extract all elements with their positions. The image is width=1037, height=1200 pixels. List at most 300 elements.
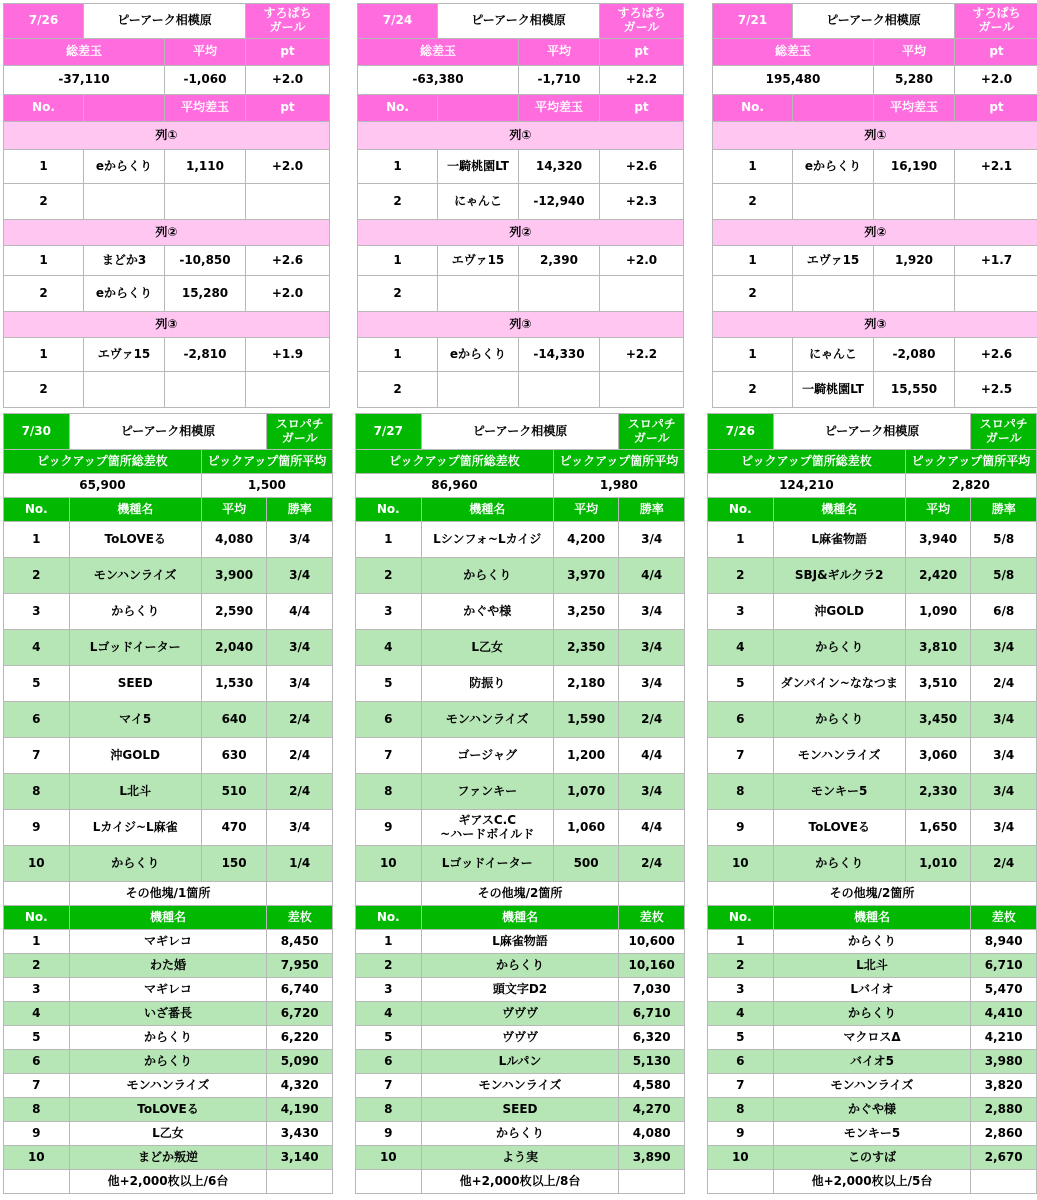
win-rate-value: 3/4 — [971, 810, 1037, 846]
pickup-total-header: ピックアップ箇所総差枚 — [4, 450, 202, 474]
row-no: 2 — [358, 276, 438, 312]
diff-value: 8,450 — [267, 930, 333, 954]
machine-name: モンハンライズ — [69, 558, 201, 594]
machine-name: Lゴッドイーター — [421, 846, 553, 882]
section-label: 列③ — [4, 312, 330, 338]
machine-name: マギレコ — [69, 978, 267, 1002]
table-row — [4, 184, 330, 220]
avg-diff-value: -2,810 — [165, 338, 246, 372]
win-rate-value: 4/4 — [619, 738, 685, 774]
store-name: ピーアーク相模原 — [438, 4, 600, 39]
pt-value: +2.0 — [955, 66, 1037, 95]
rank-no: 6 — [356, 702, 422, 738]
pt-value — [246, 184, 330, 220]
row-no: 1 — [713, 150, 793, 184]
avg-diff-value: -12,940 — [519, 184, 600, 220]
average-value: 3,250 — [553, 594, 619, 630]
table-row — [356, 1050, 685, 1074]
table-row — [713, 66, 1037, 95]
table-row — [356, 930, 685, 954]
pickup-average-value: 2,820 — [905, 474, 1036, 498]
average-value: 1,590 — [553, 702, 619, 738]
machine-name: からくり — [421, 558, 553, 594]
rank-no: 4 — [356, 1002, 422, 1026]
machine-name: まどか叛逆 — [69, 1146, 267, 1170]
diff-value: 6,320 — [619, 1026, 685, 1050]
machine-name: にゃんこ — [438, 184, 519, 220]
pt-value: +2.0 — [246, 150, 330, 184]
table-row — [713, 246, 1037, 276]
machine-name: 沖GOLD — [69, 738, 201, 774]
table-row — [356, 558, 685, 594]
rank-no: 7 — [4, 738, 70, 774]
pt-value: +2.2 — [600, 66, 684, 95]
average-header: 平均 — [201, 498, 267, 522]
machine-name: からくり — [421, 1122, 619, 1146]
section-label: 列① — [358, 122, 684, 150]
average-value: 3,900 — [201, 558, 267, 594]
machine-name: かぐや様 — [421, 594, 553, 630]
table-row — [358, 4, 684, 39]
win-rate-value: 2/4 — [619, 846, 685, 882]
pt-value: +2.3 — [600, 184, 684, 220]
machine-name: エヴァ15 — [438, 246, 519, 276]
no-header: No. — [356, 498, 422, 522]
pt-header: pt — [246, 39, 330, 66]
total-value: -63,380 — [358, 66, 519, 95]
win-rate-value: 3/4 — [971, 630, 1037, 666]
table-row — [4, 338, 330, 372]
table-row — [356, 738, 685, 774]
win-rate-value: 4/4 — [619, 810, 685, 846]
table-row — [356, 1074, 685, 1098]
machine-label-line: スロパチ — [979, 416, 1028, 431]
rank-no: 10 — [4, 846, 70, 882]
win-rate-value: 3/4 — [971, 738, 1037, 774]
average-value: 640 — [201, 702, 267, 738]
name-header: 機種名 — [69, 906, 267, 930]
average-value: 3,060 — [905, 738, 971, 774]
pt-value: +2.0 — [246, 66, 330, 95]
average-value: 1,090 — [905, 594, 971, 630]
machine-name: からくり — [69, 594, 201, 630]
pickup-total-value: 124,210 — [708, 474, 906, 498]
blank-cell — [267, 1170, 333, 1194]
machine-name: ギアスC.C ~ハードボイルド — [421, 810, 553, 846]
average-value: 3,450 — [905, 702, 971, 738]
rank-no: 8 — [4, 774, 70, 810]
rank-no: 7 — [708, 1074, 774, 1098]
other-cluster-label: その他塊/1箇所 — [69, 882, 267, 906]
table-row — [708, 474, 1037, 498]
row-no: 2 — [4, 276, 84, 312]
average-header: 平均 — [519, 39, 600, 66]
rank-no: 3 — [708, 594, 774, 630]
diff-value: 4,410 — [971, 1002, 1037, 1026]
machine-name: このすば — [773, 1146, 971, 1170]
machine-name: いざ番長 — [69, 1002, 267, 1026]
machine-label — [619, 414, 685, 450]
win-rate-value: 3/4 — [619, 666, 685, 702]
table-row — [708, 930, 1037, 954]
average-value: 1,060 — [553, 810, 619, 846]
table-row — [708, 774, 1037, 810]
row-no: 1 — [4, 338, 84, 372]
machine-name: よう実 — [421, 1146, 619, 1170]
rank-no: 10 — [356, 846, 422, 882]
table-row — [356, 498, 685, 522]
table-row — [4, 846, 333, 882]
machine-name: わた婚 — [69, 954, 267, 978]
pt-value: +1.9 — [246, 338, 330, 372]
avg-diff-value: 1,110 — [165, 150, 246, 184]
diff-value: 2,880 — [971, 1098, 1037, 1122]
win-rate-value: 4/4 — [267, 594, 333, 630]
pt-value: +2.2 — [600, 338, 684, 372]
avg-diff-value — [874, 276, 955, 312]
machine-label-line: すろぱち — [263, 6, 312, 21]
machine-label-line: スロパチ — [627, 416, 676, 431]
machine-name: eからくり — [84, 276, 165, 312]
average-value: 150 — [201, 846, 267, 882]
pickup-total-value: 65,900 — [4, 474, 202, 498]
avg-diff-value: -2,080 — [874, 338, 955, 372]
section-label: 列② — [358, 220, 684, 246]
no-header: No. — [4, 906, 70, 930]
table-row — [358, 338, 684, 372]
machine-name: モンキー5 — [773, 774, 905, 810]
diff-value: 8,940 — [971, 930, 1037, 954]
rank-no: 10 — [4, 1146, 70, 1170]
machine-label — [955, 4, 1037, 39]
machine-name: からくり — [69, 1050, 267, 1074]
machine-name: バイオ5 — [773, 1050, 971, 1074]
rank-no: 9 — [4, 810, 70, 846]
table-row — [358, 372, 684, 408]
avg-diff-value: 16,190 — [874, 150, 955, 184]
table-row — [4, 372, 330, 408]
table-row — [358, 39, 684, 66]
table-row — [708, 1026, 1037, 1050]
table-row — [356, 1170, 685, 1194]
no-header: No. — [708, 498, 774, 522]
table-row — [356, 810, 685, 846]
machine-label-line: ガール — [985, 430, 1022, 445]
diff-value: 6,710 — [971, 954, 1037, 978]
row-no: 2 — [358, 184, 438, 220]
rank-no: 7 — [356, 738, 422, 774]
table-row — [708, 1098, 1037, 1122]
machine-name: eからくり — [793, 150, 874, 184]
machine-name: からくり — [69, 846, 201, 882]
table-row — [4, 414, 333, 450]
machine-name: L乙女 — [421, 630, 553, 666]
average-value: 1,650 — [905, 810, 971, 846]
table-row — [713, 312, 1037, 338]
avg-diff-header: 平均差玉 — [519, 95, 600, 122]
blank-cell — [356, 1170, 422, 1194]
table-row — [708, 630, 1037, 666]
table-row — [358, 184, 684, 220]
avg-diff-value — [165, 372, 246, 408]
rank-no: 4 — [4, 630, 70, 666]
machine-name: からくり — [773, 846, 905, 882]
machine-name: Lシンフォ~Lカイジ — [421, 522, 553, 558]
total-header: 総差玉 — [713, 39, 874, 66]
row-no: 2 — [713, 372, 793, 408]
win-rate-value: 3/4 — [619, 630, 685, 666]
store-name: ピーアーク相模原 — [793, 4, 955, 39]
rank-no: 5 — [4, 666, 70, 702]
rank-no: 1 — [356, 930, 422, 954]
rank-no: 1 — [708, 930, 774, 954]
machine-name: ToLOVEる — [69, 1098, 267, 1122]
table-row — [4, 810, 333, 846]
rank-no: 6 — [708, 702, 774, 738]
rank-no: 1 — [356, 522, 422, 558]
rank-no: 5 — [708, 666, 774, 702]
name-header: 機種名 — [773, 906, 971, 930]
machine-name: L麻雀物語 — [421, 930, 619, 954]
section-label: 列② — [4, 220, 330, 246]
no-header: No. — [358, 95, 438, 122]
table-row — [356, 954, 685, 978]
machine-name: にゃんこ — [793, 338, 874, 372]
table-row — [713, 4, 1037, 39]
table-row — [4, 39, 330, 66]
table-row — [708, 846, 1037, 882]
rank-no: 10 — [356, 1146, 422, 1170]
table-row — [708, 738, 1037, 774]
rank-no: 8 — [356, 1098, 422, 1122]
machine-name: モンハンライズ — [773, 1074, 971, 1098]
table-row — [4, 558, 333, 594]
column-report-table — [357, 3, 684, 408]
machine-name: からくり — [773, 702, 905, 738]
average-value: 2,040 — [201, 630, 267, 666]
machine-name: 防振り — [421, 666, 553, 702]
machine-name: ゴージャグ — [421, 738, 553, 774]
average-value: 2,180 — [553, 666, 619, 702]
average-header: 平均 — [905, 498, 971, 522]
machine-label-line: ガール — [269, 20, 306, 34]
machine-label-line: ガール — [623, 20, 660, 34]
win-rate-header: 勝率 — [971, 498, 1037, 522]
table-row — [708, 414, 1037, 450]
blank-cell — [971, 1170, 1037, 1194]
table-row — [713, 276, 1037, 312]
win-rate-value: 2/4 — [971, 846, 1037, 882]
machine-label — [267, 414, 333, 450]
table-row — [708, 1074, 1037, 1098]
total-header: 総差玉 — [4, 39, 165, 66]
table-row — [4, 1002, 333, 1026]
store-name: ピーアーク相模原 — [773, 414, 971, 450]
diff-value: 5,470 — [971, 978, 1037, 1002]
diff-value: 3,980 — [971, 1050, 1037, 1074]
machine-name: からくり — [773, 630, 905, 666]
pt-value: +2.6 — [600, 150, 684, 184]
average-value: 630 — [201, 738, 267, 774]
pt-value: +2.0 — [600, 246, 684, 276]
diff-value: 3,890 — [619, 1146, 685, 1170]
other-cluster-label: その他塊/2箇所 — [773, 882, 971, 906]
win-rate-header: 勝率 — [619, 498, 685, 522]
name-header — [793, 95, 874, 122]
row-no: 1 — [4, 246, 84, 276]
machine-name: マギレコ — [69, 930, 267, 954]
row-no: 2 — [4, 372, 84, 408]
table-row — [708, 882, 1037, 906]
avg-diff-value — [519, 276, 600, 312]
rank-no: 5 — [4, 1026, 70, 1050]
diff-value: 6,220 — [267, 1026, 333, 1050]
table-row — [356, 1146, 685, 1170]
rank-no: 3 — [708, 978, 774, 1002]
average-value: 3,810 — [905, 630, 971, 666]
win-rate-value: 5/8 — [971, 558, 1037, 594]
diff-header: 差枚 — [267, 906, 333, 930]
machine-name: SEED — [69, 666, 201, 702]
row-no: 2 — [4, 184, 84, 220]
pt-value — [246, 372, 330, 408]
table-row — [4, 666, 333, 702]
machine-label — [971, 414, 1037, 450]
average-value: 5,280 — [874, 66, 955, 95]
row-no: 2 — [713, 184, 793, 220]
diff-value: 10,600 — [619, 930, 685, 954]
date-label: 7/26 — [4, 4, 84, 39]
pt-value: +2.1 — [955, 150, 1037, 184]
pt-value — [955, 276, 1037, 312]
rank-no: 9 — [356, 810, 422, 846]
total-value: 195,480 — [713, 66, 874, 95]
table-row — [356, 450, 685, 474]
table-row — [708, 1050, 1037, 1074]
pt-header: pt — [600, 95, 684, 122]
table-row — [4, 498, 333, 522]
win-rate-value: 3/4 — [267, 630, 333, 666]
rank-no: 2 — [708, 954, 774, 978]
table-row — [356, 414, 685, 450]
avg-diff-value — [165, 184, 246, 220]
machine-name: ヴヴヴ — [421, 1002, 619, 1026]
rank-no: 1 — [708, 522, 774, 558]
name-header — [438, 95, 519, 122]
rank-no: 9 — [708, 1122, 774, 1146]
section-label: 列① — [4, 122, 330, 150]
win-rate-value: 2/4 — [267, 702, 333, 738]
average-value: 2,420 — [905, 558, 971, 594]
pickup-total-value: 86,960 — [356, 474, 554, 498]
average-value: 3,510 — [905, 666, 971, 702]
avg-diff-value: -10,850 — [165, 246, 246, 276]
section-label: 列② — [713, 220, 1037, 246]
machine-name: 頭文字D2 — [421, 978, 619, 1002]
row-no: 1 — [358, 338, 438, 372]
table-row — [4, 4, 330, 39]
rank-no: 5 — [356, 666, 422, 702]
table-row — [4, 66, 330, 95]
machine-name: モンハンライズ — [421, 1074, 619, 1098]
table-row — [358, 122, 684, 150]
table-row — [4, 276, 330, 312]
win-rate-value: 5/8 — [971, 522, 1037, 558]
diff-header: 差枚 — [619, 906, 685, 930]
machine-name — [84, 372, 165, 408]
blank-cell — [267, 882, 333, 906]
rank-no: 10 — [708, 846, 774, 882]
table-row — [4, 930, 333, 954]
win-rate-value: 3/4 — [267, 558, 333, 594]
rank-no: 7 — [356, 1074, 422, 1098]
win-rate-value: 3/4 — [267, 666, 333, 702]
average-value: 3,970 — [553, 558, 619, 594]
average-value: 4,200 — [553, 522, 619, 558]
win-rate-value: 1/4 — [267, 846, 333, 882]
table-row — [4, 1146, 333, 1170]
table-row — [358, 276, 684, 312]
machine-name: L北斗 — [69, 774, 201, 810]
rank-no: 8 — [356, 774, 422, 810]
machine-name: Lバイオ — [773, 978, 971, 1002]
pickup-total-header: ピックアップ箇所総差枚 — [708, 450, 906, 474]
average-value: 2,590 — [201, 594, 267, 630]
average-header: 平均 — [165, 39, 246, 66]
rank-no: 2 — [708, 558, 774, 594]
win-rate-value: 2/4 — [267, 738, 333, 774]
rank-no: 5 — [356, 1026, 422, 1050]
table-row — [4, 738, 333, 774]
blank-cell — [619, 882, 685, 906]
rank-no: 7 — [708, 738, 774, 774]
pt-value — [955, 184, 1037, 220]
machine-name: eからくり — [84, 150, 165, 184]
average-value: 470 — [201, 810, 267, 846]
average-value: -1,710 — [519, 66, 600, 95]
table-row — [4, 1170, 333, 1194]
blank-cell — [4, 1170, 70, 1194]
diff-value: 7,030 — [619, 978, 685, 1002]
row-no: 2 — [358, 372, 438, 408]
rank-no: 4 — [708, 630, 774, 666]
machine-label-line: スロパチ — [275, 416, 324, 431]
avg-diff-value: 15,550 — [874, 372, 955, 408]
machine-name: かぐや様 — [773, 1098, 971, 1122]
rank-no: 7 — [4, 1074, 70, 1098]
store-name: ピーアーク相模原 — [421, 414, 619, 450]
average-value: 500 — [553, 846, 619, 882]
table-row — [708, 810, 1037, 846]
table-row — [713, 150, 1037, 184]
table-row — [358, 150, 684, 184]
table-row — [4, 246, 330, 276]
machine-label-line: すろぱち — [617, 6, 666, 21]
diff-value: 10,160 — [619, 954, 685, 978]
table-row — [713, 39, 1037, 66]
rank-no: 4 — [708, 1002, 774, 1026]
date-label: 7/30 — [4, 414, 70, 450]
machine-name: モンハンライズ — [69, 1074, 267, 1098]
average-value: -1,060 — [165, 66, 246, 95]
machine-name: eからくり — [438, 338, 519, 372]
rank-no: 9 — [4, 1122, 70, 1146]
blank-cell — [708, 882, 774, 906]
machine-name: からくり — [773, 930, 971, 954]
rank-no: 9 — [708, 810, 774, 846]
name-header: 機種名 — [421, 906, 619, 930]
diff-value: 3,430 — [267, 1122, 333, 1146]
